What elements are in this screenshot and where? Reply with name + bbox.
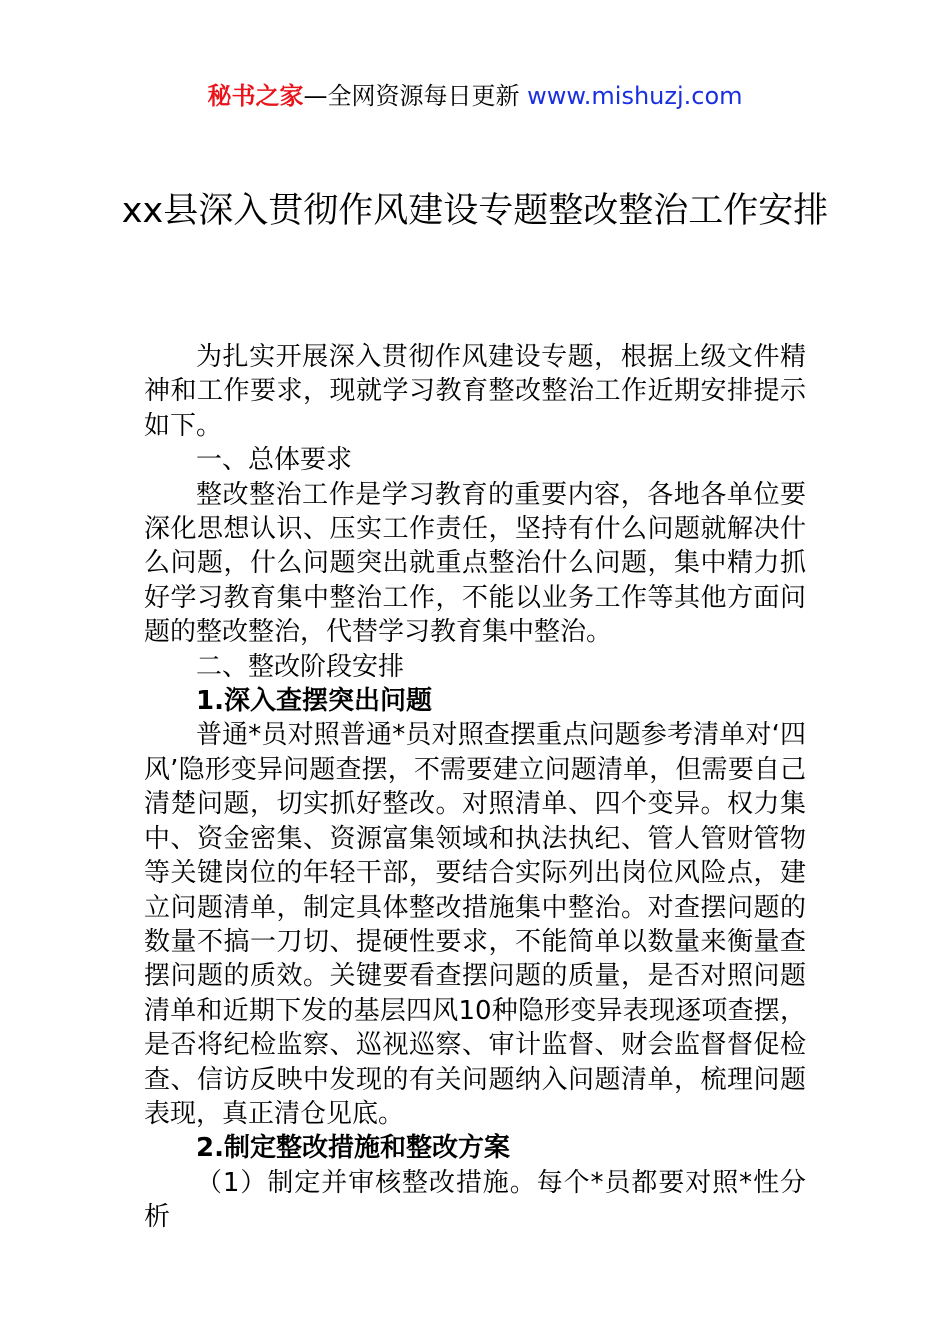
body-paragraph: 整改整治工作是学习教育的重要内容，各地各单位要深化思想认识、压实工作责任，坚持有什么问题就解决什么问题，什么问题突出就重点整治什么问题，集中精力抓好学习教育集中整治工作，不能以业务工作等其他方面问题的整改整治，代替学习教育集中整治。 [144, 479, 806, 648]
site-url-link[interactable]: www.mishuzj.com [527, 82, 743, 110]
site-name: 秘书之家 [207, 82, 304, 110]
body-paragraph: （1）制定并审核整改措施。每个*员都要对照*性分析 [144, 1167, 806, 1233]
intro-paragraph: 为扎实开展深入贯彻作风建设专题，根据上级文件精神和工作要求，现就学习教育整改整治工作近期安排提示如下。 [144, 342, 806, 441]
site-tagline: —全网资源每日更新 [303, 82, 520, 110]
document-title: xx县深入贯彻作风建设专题整改整治工作安排 [121, 191, 829, 231]
section-heading-stage-arrangement: 二、整改阶段安排 [196, 651, 405, 682]
subheading-find-problems: 1.深入查摆突出问题 [196, 686, 432, 717]
subheading-rectification-plan: 2.制定整改措施和整改方案 [196, 1133, 510, 1164]
section-heading-overall-requirements: 一、总体要求 [196, 445, 353, 476]
site-header [0, 80, 950, 112]
document-body [144, 340, 806, 1235]
body-paragraph: 普通*员对照普通*员对照查摆重点问题参考清单对‘四风’隐形变异问题查摆，不需要建立问题清单，但需要自己清楚问题，切实抓好整改。对照清单、四个变异。权力集中、资金密集、资源富集领域和执法执纪、管人管财管物等关键岗位的年轻干部，要结合实际列出岗位风险点，建立问题清单，制定具体整改措施集中整治。对查摆问题的数量不搞一刀切、提硬性要求，不能简单以数量来衡量查摆问题的质效。关键要看查摆问题的质量，是否对照问题清单和近期下发的基层四风10种隐形变异表现逐项查摆，是否将纪检监察、巡视巡察、审计监督、财会监督督促检查、信访反映中发现的有关问题纳入问题清单，梳理问题表现，真正清仓见底。 [144, 720, 806, 1129]
